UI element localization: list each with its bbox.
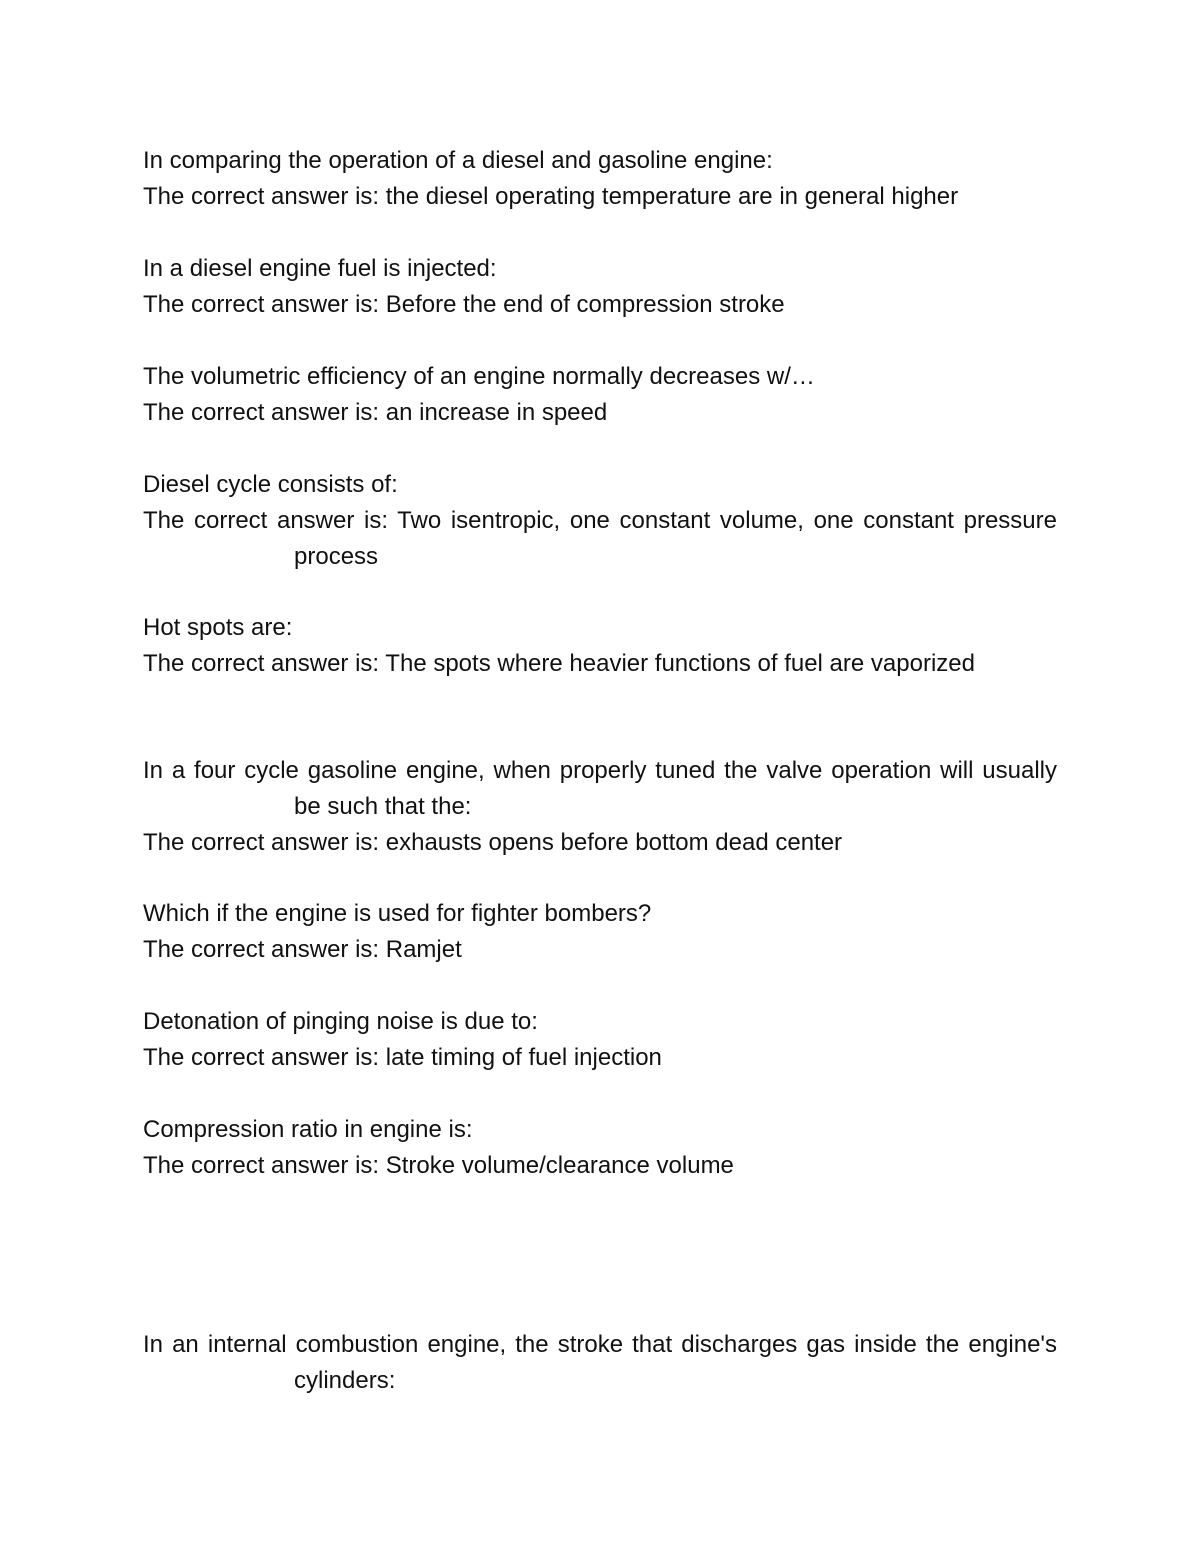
- qa-item-2: [143, 251, 1057, 323]
- answer-text: The correct answer is: the diesel operating temperature are in general higher: [143, 183, 959, 210]
- question-text: Detonation of pinging noise is due to:: [143, 1008, 538, 1035]
- qa-item-9: [143, 1112, 1057, 1184]
- question-text: The volumetric efficiency of an engine normally decreases w/…: [143, 363, 815, 390]
- qa-item-6: [143, 753, 1057, 861]
- qa-item-5: [143, 610, 1057, 682]
- qa-item-7: [143, 896, 1057, 968]
- answer-text: The correct answer is: Two isentropic, one constant volume, one constant pressure process: [143, 507, 1057, 570]
- question-text: In comparing the operation of a diesel and gasoline engine:: [143, 147, 773, 174]
- answer-text: The correct answer is: an increase in speed: [143, 399, 608, 426]
- question-text: Compression ratio in engine is:: [143, 1116, 473, 1143]
- question-text: Which if the engine is used for fighter bombers?: [143, 900, 652, 927]
- question-text: In an internal combustion engine, the stroke that discharges gas inside the engine's cylinders:: [143, 1331, 1057, 1394]
- qa-item-8: [143, 1004, 1057, 1076]
- answer-text: The correct answer is: The spots where heavier functions of fuel are vaporized: [143, 650, 975, 677]
- answer-text: The correct answer is: Stroke volume/clearance volume: [143, 1152, 734, 1179]
- answer-text: The correct answer is: Before the end of compression stroke: [143, 291, 785, 318]
- answer-text: The correct answer is: exhausts opens before bottom dead center: [143, 829, 843, 856]
- answer-text: The correct answer is: late timing of fuel injection: [143, 1044, 662, 1071]
- answer-text: The correct answer is: Ramjet: [143, 936, 462, 963]
- question-text: In a four cycle gasoline engine, when properly tuned the valve operation will usually be such that the:: [143, 757, 1057, 820]
- qa-item-4: [143, 467, 1057, 575]
- question-text: Diesel cycle consists of:: [143, 471, 398, 498]
- qa-item-10: [143, 1327, 1057, 1399]
- question-text: Hot spots are:: [143, 614, 293, 641]
- question-text: In a diesel engine fuel is injected:: [143, 255, 497, 282]
- qa-item-1: [143, 143, 1057, 215]
- qa-item-3: [143, 359, 1057, 431]
